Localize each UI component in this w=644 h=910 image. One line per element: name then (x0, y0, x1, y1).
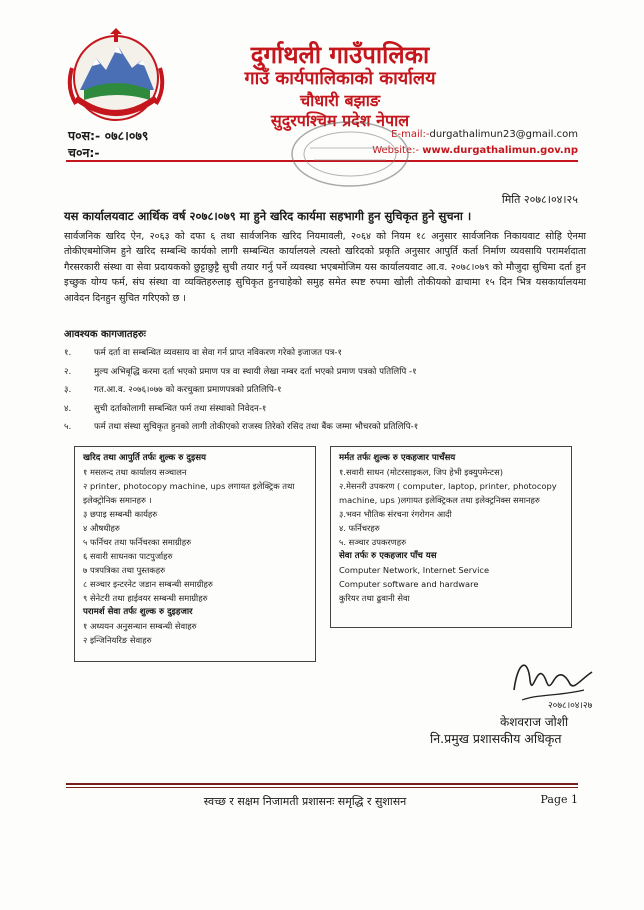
requirement-text: सुची दर्ताकोलागी सम्बन्धित फर्म तथा संस्थाको निवेदन-१ (94, 403, 267, 414)
header-title: दुर्गाथली गाउँपालिका (250, 41, 430, 69)
signer-title: नि.प्रमुख प्रशासकीय अधिकृत (430, 731, 562, 746)
requirements-heading: आवश्यक कागजातहरुः (64, 329, 146, 340)
requirement-text: फर्म दर्ता वा सम्बन्धित व्यवसाय वा सेवा गर्न प्राप्त नविकरण गरेको इजाजत पत्र-१ (94, 348, 342, 359)
footer-motto: स्वच्छ र सक्षम निजामती प्रशासनः समृद्धि र सुशासन (203, 795, 407, 808)
category-item: २ printer, photocopy machine, ups लगायत इलेक्ट्रिक तथा इलेक्ट्रोनिक समानहरु । (83, 481, 295, 505)
category-item: २.मेसनरी उपकरण ( computer, laptop, printer, photocopy machine, ups )लगायत इलेक्ट्रिकल तथा इलेक्ट्रनिक्स समानहरु (339, 481, 557, 505)
category-item: Computer software and hardware (339, 579, 479, 589)
requirement-item (64, 417, 584, 436)
office-stamp-icon (288, 118, 412, 190)
requirement-number: २. (64, 366, 72, 377)
requirement-text: गत.आ.व. २०७६।०७७ को करचुक्ता प्रमाणपत्रको प्रतिलिपि-१ (94, 385, 282, 396)
category-item: ६ सवारी साधनका पाटपुर्जाहरु (83, 551, 173, 561)
category-item: ९ सेनेटरी तथा हाईवयर सम्बन्धी समाग्रीहरु (83, 593, 208, 603)
requirement-item (64, 343, 584, 362)
website-link[interactable]: www.durgathalimun.gov.np (422, 145, 578, 156)
requirement-number: १. (64, 348, 72, 359)
category-item: कुरियर तथा ढुवानी सेवा (339, 593, 410, 603)
requirements-list (64, 343, 584, 436)
website-label: Website:- (372, 145, 420, 156)
category-item: २ इन्जिनियरिङ सेवाहरु (83, 635, 152, 645)
header-province: सुदुरपश्चिम प्रदेश नेपाल (270, 111, 410, 130)
email-value[interactable]: durgathalimun23@gmail.com (429, 129, 578, 140)
letter-date: मिति २०७८।०४।२५ (501, 193, 578, 206)
requirement-text: फर्म तथा संस्था सुचिकृत हुनको लागी तोकीएको राजस्व तिरेको रसिद तथा बैंक जम्मा भौचरको प्रतिलिपि-१ (94, 422, 419, 433)
signature-icon (508, 650, 598, 710)
category-item: ४ औषधीहरु (83, 523, 120, 533)
reference-block (68, 127, 148, 161)
page-number: Page 1 (540, 793, 578, 806)
service-heading: सेवा तर्फः रु एकहजार पाँच यस (339, 551, 437, 561)
category-item: ५ फर्निचर तथा फर्निचरका समाग्रीहरु (83, 537, 192, 547)
procurement-category-box (74, 446, 316, 662)
repair-category-box (330, 446, 572, 628)
category-item: १.सवारी साधन (मोटरसाइकल, जिप हेभी इक्युपमेन्टस) (339, 467, 503, 477)
footer-divider-thin (66, 787, 578, 788)
signature-date: २०७८।०४।२७ (548, 701, 593, 710)
category-item: १ अध्ययन अनुसन्धान सम्बन्धी सेवाहरु (83, 621, 197, 631)
consulting-heading: परामर्श सेवा तर्फः शुल्क रु दुइहजार (83, 607, 193, 617)
requirement-number: ४. (64, 403, 72, 414)
ref-number: प०स:- ०७८।०७९ (68, 128, 149, 143)
dispatch-number: च०न:- (68, 145, 100, 160)
procurement-heading: खरिद तथा आपुर्ति तर्फः शुल्क रु दुइसय (83, 453, 206, 463)
category-item: १ मसलन्द तथा कार्यालय सञ्चालन (83, 467, 187, 477)
header-location: चौधारी बझाङ (299, 91, 381, 110)
signer-name: केशवराज जोशी (500, 715, 569, 729)
requirement-number: ५. (64, 422, 72, 433)
letter-body: सार्वजनिक खरिद ऐन, २०६३ को दफा ६ तथा सार्वजनिक खरिद नियमावली, २०६४ को नियम १८ अनुसार सार्वजनिक निकायवाट सोहि ऐनमा तोकीएबमोजिम हुने खरिद सम्बन्धि कार्यको लागी सम्बन्धित कार्यालयले त्यस्तो खरिदको प्रकृति अनुसार आपुर्ति कर्ता निर्माण व्यवसायि परामर्शदाता गैरसरकारी संस्था वा सेवा प्रदायकको छुट्टाछुट्टै सुची तयार गर्नु पर्ने व्यवस्था भएबमोजिम यस कार्यालयवाट आ.व. २०७८।०७९ को मौजुदा सुचिमा दर्ता हुन इच्छुक योग्य फर्म, संघ संस्था वा व्यक्तिहरुलाइ सुचिकृत हुनचाहेको समुह समेत स्पष्ट रुपमा खोली तोकीयको ढाचामा १५ दिन भित्र यसकार्यालयमा आवेदन दिनहुन सुचित गरिएको छ । (64, 231, 586, 304)
repair-heading: मर्मत तर्फः शुल्क रु एकहजार पाचँसय (339, 453, 456, 463)
category-item: ७ पत्रपत्रिका तथा पुस्तकहरु (83, 565, 166, 575)
category-item: ३.भवन भौतिक संरचना रंगरोगन आदी (339, 509, 452, 519)
category-item: ५. सञ्चार उपकरणहरु (339, 537, 407, 547)
category-item: ४. फर्निचरहरु (339, 523, 380, 533)
category-item: ३ छपाइ सम्बन्धी कार्यहरु (83, 509, 158, 519)
category-item: Computer Network, Internet Service (339, 565, 490, 575)
requirement-item (64, 380, 584, 399)
email-label: E-mail:- (391, 129, 430, 140)
requirement-number: ३. (64, 385, 72, 396)
category-item: ८ सञ्चार इन्टरनेट जडान सम्बन्धी समाग्रीहरु (83, 579, 213, 589)
requirement-text: मुल्य अभिबृद्धि करमा दर्ता भएको प्रमाण पत्र वा स्थायी लेखा नम्बर दर्ता भएको प्रमाण पत्रको पतिलिपि -१ (94, 366, 417, 377)
nepal-emblem-icon (62, 28, 170, 123)
letter-subject: यस कार्यालयवाट आर्थिक वर्ष २०७८।०७९ मा हुने खरिद कार्यमा सहभागी हुन सुचिकृत हुने सुचना । (64, 209, 472, 223)
requirement-item (64, 399, 584, 418)
footer-divider (66, 783, 578, 785)
requirement-item (64, 362, 584, 381)
header-subtitle: गाउँ कार्यपालिकाको कार्यालय (244, 68, 436, 89)
